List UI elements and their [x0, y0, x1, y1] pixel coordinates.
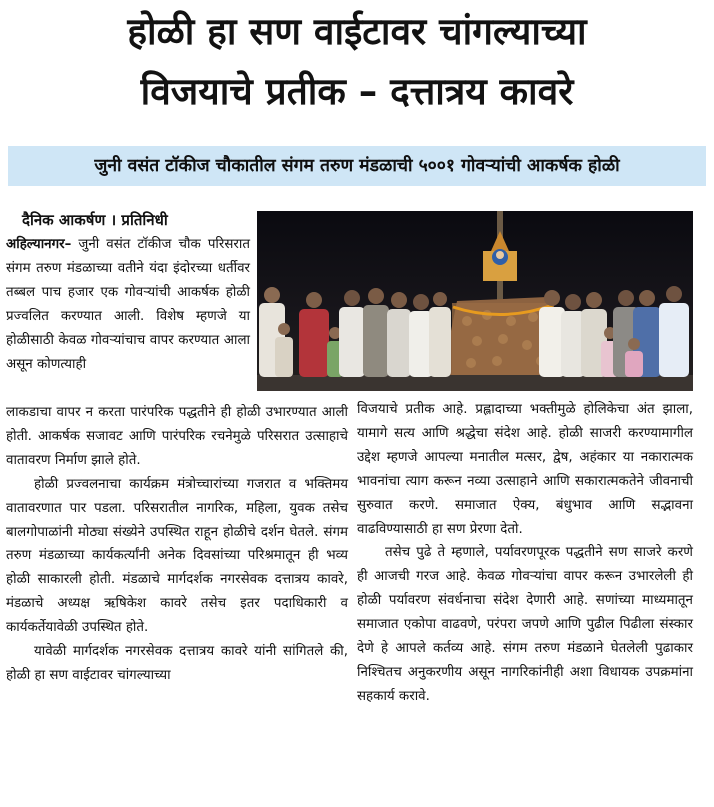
article-paragraph: होळी प्रज्वलनाचा कार्यक्रम मंत्रोच्चारांच्या गजरात व भक्तिमय वातावरणात पार पडला. परिसरातील नागरिक, महिला, युवक तसेच बालगोपाळांनी मोठ्या संख्येने उपस्थित राहून होळीचे दर्शन घेतले. संगम तरुण मंडळाच्या कार्यकर्त्यांनी अनेक दिवसांच्या परिश्रमातून ही भव्य होळी साकारली होती. मंडळाचे मार्गदर्शक नगरसेवक दत्तात्रय कावरे, मंडळाचे अध्यक्ष ऋषिकेश कावरे तसेच इतर पदाधिकारी व कार्यकर्तेयावेळी उपस्थित होते.: [6, 476, 348, 636]
article-paragraph: विजयाचे प्रतीक आहे. प्रह्लादाच्या भक्तीमुळे होलिकेचा अंत झाला, यामागे सत्य आणि श्रद्धेचा संदेश आहे. होळी साजरी करण्यामागील उद्देश म्हणजे आपल्या मनातील मत्सर, द्वेष, अहंकार या नकारात्मक भावनांचा त्याग करून नव्या उत्साहाने आणि सकारात्मकतेने जीवनाची सुरुवात करणे. समाजात ऐक्य, बंधुभाव आणि सद्भावना वाढविण्यासाठी हा सण प्रेरणा देतो.: [357, 402, 693, 537]
article-paragraph: तसेच पुढे ते म्हणाले, पर्यावरणपूरक पद्धतीने सण साजरे करणे ही आजची गरज आहे. केवळ गोवऱ्यांचा वापर करून उभारलेली ही होळी पर्यावरण संवर्धनाचा संदेश देणारी आहे. सणांच्या माध्यमातून समाजात एकोपा वाढवणे, परंपरा जपणे आणि पुढील पिढीला संस्कार देणे हे आपले कर्तव्य आहे. संगम तरुण मंडळाने घेतलेली पुढाकार निश्चितच अनुकरणीय असून नागरिकांनीही अशा विधायक उपक्रमांना सहकार्य करावे.: [357, 545, 693, 704]
byline: दैनिक आकर्षण । प्रतिनिधी: [22, 211, 168, 229]
event-photo: [257, 211, 693, 391]
article-paragraph: यावेळी मार्गदर्शक नगरसेवक दत्तात्रय कावरे यांनी सांगितले की, होळी हा सण वाईटावर चांगल्याच्या: [6, 644, 348, 683]
article-paragraph: [6, 233, 250, 376]
article-column-right: [357, 398, 693, 709]
headline-line-1: होळी हा सण वाईटावर चांगल्याच्या: [127, 10, 587, 53]
subheadline: जुनी वसंत टॉकीज चौकातील संगम तरुण मंडळाची ५००१ गोवऱ्यांची आकर्षक होळी: [8, 146, 706, 186]
article-column-left-bottom: [6, 401, 348, 688]
headline-line-2: विजयाचे प्रतीक – दत्तात्रय कावरे: [140, 70, 574, 113]
article-paragraph: लाकडाचा वापर न करता पारंपरिक पद्धतीने ही होळी उभारण्यात आली होती. आकर्षक सजावट आणि पारंपरिक रचनेमुळे परिसरात उत्साहाचे वातावरण निर्माण झाले होते.: [6, 405, 348, 468]
article-column-left-top: [6, 233, 250, 376]
dateline-place: अहिल्यानगर–: [6, 237, 72, 252]
headline: [0, 2, 714, 122]
holi-bonfire-photo: [257, 211, 693, 391]
paragraph-text: जुनी वसंत टॉकीज चौक परिसरात संगम तरुण मंडळाच्या वतीने यंदा इंदोरच्या धर्तीवर तब्बल पाच हजार एक गोवऱ्यांची आकर्षक होळी प्रज्वलित करण्यात आली. विशेष म्हणजे या होळीसाठी केवळ गोवऱ्यांचाच वापर करण्यात आला असून कोणत्याही: [6, 237, 250, 372]
